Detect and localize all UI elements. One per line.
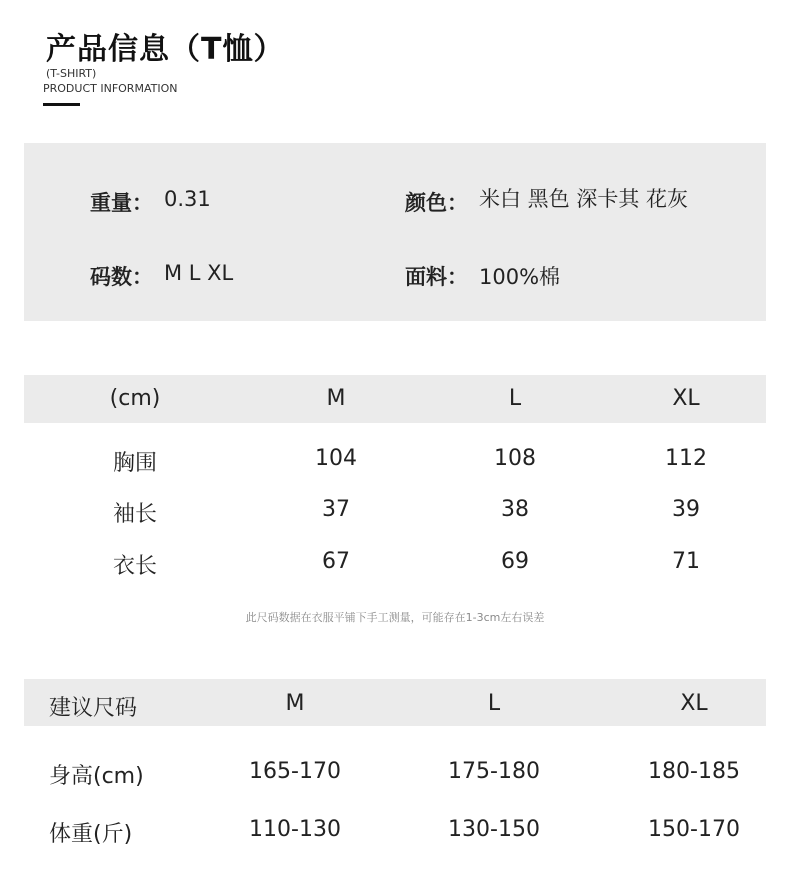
size-guide-header-cell: 建议尺码 (49, 696, 138, 721)
fabric-value: 100%棉 (479, 265, 561, 289)
measure-cell: 38 (501, 497, 529, 522)
measure-cell: 108 (494, 446, 536, 471)
size-guide-row-label: 体重(斤) (49, 822, 133, 847)
measure-header-cell: (cm) (109, 386, 161, 411)
size-guide-cell: 180-185 (648, 759, 740, 784)
size-guide-cell: 175-180 (448, 759, 540, 784)
sizes-label: 码数： (90, 265, 153, 289)
measure-cell: 39 (672, 497, 700, 522)
measure-row-label: 胸围 (112, 451, 157, 476)
fabric-label: 面料： (405, 265, 468, 289)
weight-value: 0.31 (164, 187, 211, 211)
measure-header-cell: XL (672, 386, 700, 411)
subtitle-info: PRODUCT INFORMATION (43, 82, 178, 95)
size-guide-header-cell: L (487, 691, 501, 716)
measure-row-label: 袖长 (112, 502, 157, 527)
title-underline (43, 103, 80, 106)
size-guide-row-label: 身高(cm) (49, 764, 144, 789)
measure-cell: 67 (322, 549, 350, 574)
measure-header-cell: M (326, 386, 346, 411)
size-guide-cell: 110-130 (249, 817, 341, 842)
size-guide-cell: 165-170 (249, 759, 341, 784)
size-guide-cell: 150-170 (648, 817, 740, 842)
size-guide-header-cell: M (285, 691, 305, 716)
weight-label: 重量： (90, 191, 153, 215)
size-guide-header-cell: XL (680, 691, 708, 716)
measure-row-label: 衣长 (112, 554, 157, 579)
measure-cell: 112 (665, 446, 707, 471)
color-label: 颜色： (405, 191, 468, 215)
measure-cell: 37 (322, 497, 350, 522)
sizes-value: M L XL (164, 261, 234, 285)
size-guide-cell: 130-150 (448, 817, 540, 842)
page-title: 产品信息（T恤） (46, 32, 285, 67)
product-info-box (24, 143, 766, 321)
measure-cell: 69 (501, 549, 529, 574)
subtitle-en: (T-SHIRT) (46, 67, 97, 80)
color-value: 米白 黑色 深卡其 花灰 (479, 187, 689, 211)
measure-cell: 71 (672, 549, 700, 574)
measure-header-cell: L (508, 386, 522, 411)
measure-cell: 104 (315, 446, 357, 471)
measurement-note: 此尺码数据在衣服平铺下手工测量，可能存在1-3cm左右误差 (245, 611, 545, 624)
